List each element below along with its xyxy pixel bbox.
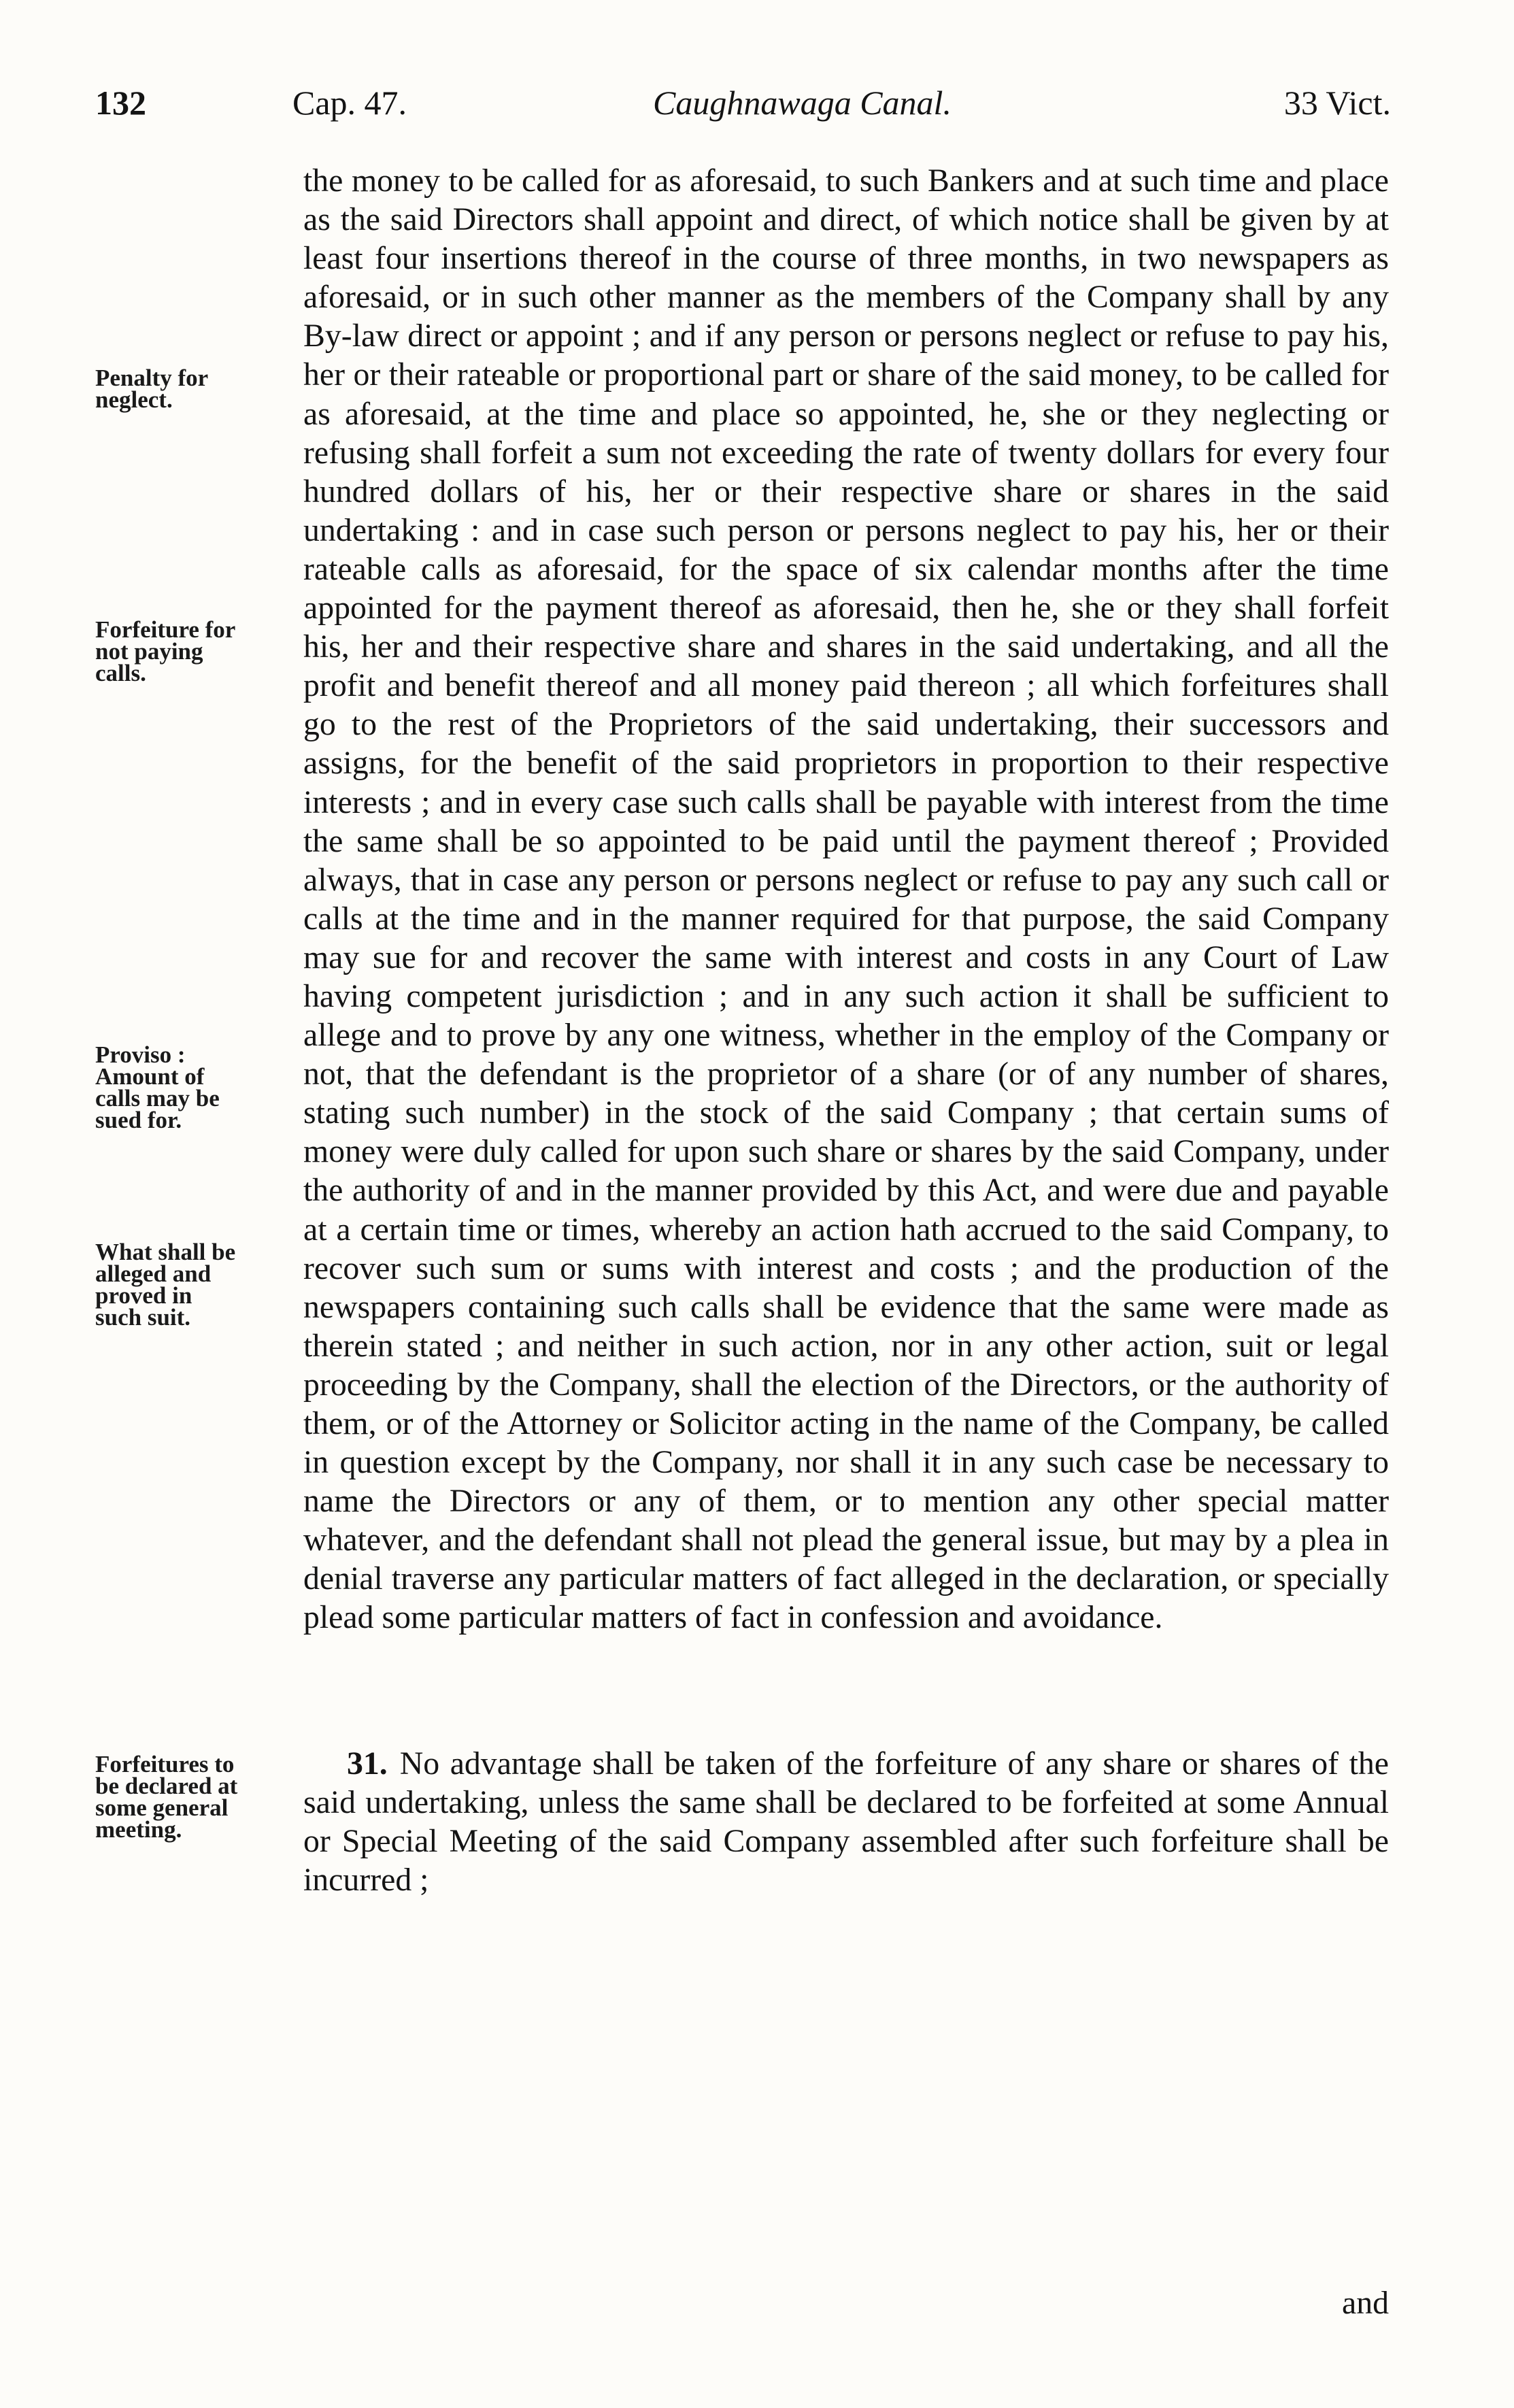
page-header (95, 83, 1391, 124)
catchword: and (1341, 2285, 1389, 2321)
page-title: Caughnawaga Canal. (653, 84, 952, 122)
section-number: 31. (347, 1745, 388, 1782)
margin-note-proviso: Proviso : Amount of calls may be sued for. (95, 1041, 220, 1133)
margin-note-forfeiture-calls: Forfeiture for not paying calls. (95, 616, 236, 686)
chapter-label: Cap. 47. (292, 84, 407, 122)
section-31-text: No advantage shall be taken of the forfeiture of any share or shares of the said undertaking, unless the same shall be declared to be forfeited at some Annual or Special Meeting of the said Company assembled after such forfeiture shall be incurred ; (303, 1745, 1389, 1899)
regnal-year: 33 Vict. (1283, 84, 1391, 122)
margin-note-penalty: Penalty for neglect. (95, 365, 209, 413)
margin-note-what-alleged: What shall be alleged and proved in such suit. (95, 1239, 236, 1331)
body-paragraph: the money to be called for as aforesaid, to such Bankers and at such time and place as the said Directors shall appoint and direct, of which notice shall be given by at least four insertions thereof in the course of three months, in two newspapers as aforesaid, or in such other manner as the members of the Company shall by any By-law direct or appoint ; and if any person or persons neglect or refuse to pay his, her or their rateable or proportional part or share of the said money, to be called for as aforesaid, at the time and place so appointed, he, she or they neglecting or refusing shall forfeit a sum not exceeding the rate of twenty dollars for every four hundred dollars of his, her or their respective share or shares in the said undertaking : and in case such person or persons neglect to pay his, her or their rateable calls as aforesaid, for the space of six calendar months after the time appointed for the payment thereof as aforesaid, then he, she or they shall forfeit his, her and their respective share and shares in the said undertaking, and all the profit and benefit thereof and all money paid thereon ; all which forfeitures shall go to the rest of the Proprietors of the said undertaking, their successors and assigns, for the benefit of the said proprietors in proportion to their respective interests ; and in every case such calls shall be payable with interest from the time the same shall be so appointed to be paid until the payment thereof ; Provided always, that in case any person or persons neglect or refuse to pay any such call or calls at the time and in the manner required for that purpose, the said Company may sue for and recover the same with interest and costs in any Court of Law having competent jurisdiction ; and in any such action it shall be sufficient to allege and to prove by any one witness, whether in the employ of the Company or not, that the defendant is the proprietor of a share (or of any number of shares, stating such number) in the stock of the said Company ; that certain sums of money were duly called for upon such share or shares by the said Company, under the authority of and in the manner provided by this Act, and were due and payable at a certain time or times, whereby an action hath accrued to the said Company, to recover such sum or sums with interest and costs ; and the production of the newspapers containing such calls shall be evidence that the same were made as therein stated ; and neither in such action, nor in any other action, suit or legal proceeding by the Company, shall the election of the Directors, or the authority of them, or of the Attorney or Solicitor acting in the name of the Company, be called in question except by the Company, nor shall it in any such case be necessary to name the Directors or any of them, or to mention any other special matter whatever, and the defendant shall not plead the general issue, but may by a plea in denial traverse any particular matters of fact alleged in the declaration, or specially plead some particular matters of fact in confession and avoidance. (303, 163, 1389, 1636)
margin-note-forfeitures-declared: Forfeitures to be declared at some general meeting. (95, 1751, 238, 1843)
section-31 (303, 1744, 1389, 1899)
page-number: 132 (95, 84, 146, 122)
